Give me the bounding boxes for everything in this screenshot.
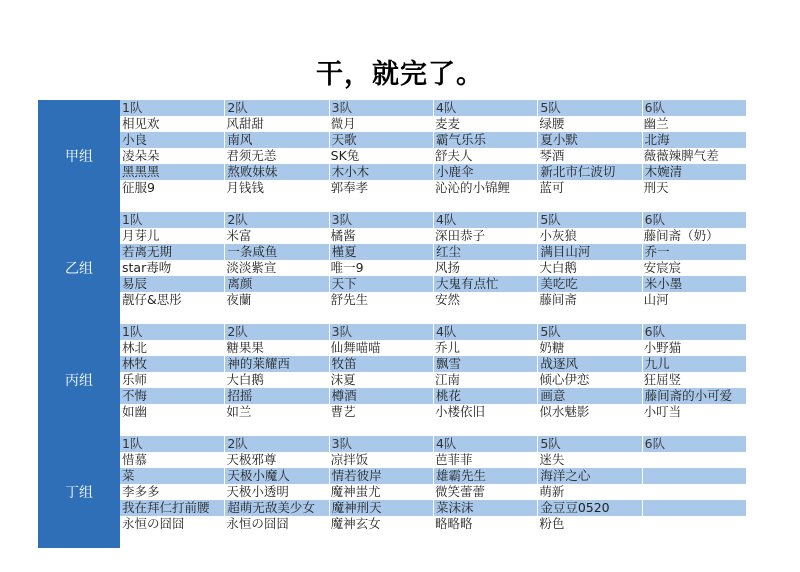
player-cell: 黑黑黑 — [120, 164, 224, 180]
group-table — [120, 436, 746, 548]
team-header: 6队 — [642, 324, 746, 340]
table-row — [120, 516, 746, 532]
player-cell: 美吃吃 — [537, 276, 641, 292]
player-cell: 木小木 — [329, 164, 433, 180]
player-cell: 曹艺 — [330, 404, 356, 419]
player-cell: 夜蘭 — [226, 292, 252, 307]
player-cell: 小鹿伞 — [433, 164, 537, 180]
player-cell: 粉色 — [539, 516, 565, 531]
player-cell: 芭菲菲 — [434, 452, 473, 467]
player-cell: 糖果果 — [226, 340, 264, 355]
player-cell: 舒先生 — [330, 292, 369, 307]
team-header: 5队 — [537, 436, 641, 452]
team-header: 4队 — [433, 324, 537, 340]
player-cell: 月钱钱 — [226, 180, 264, 195]
player-cell: 牧笛 — [329, 356, 433, 372]
player-cell: 君须无恙 — [226, 148, 277, 163]
player-cell: 迷失 — [539, 452, 565, 467]
player-cell: 超萌无敌美少女 — [224, 500, 328, 516]
player-cell: 小灰狼 — [539, 228, 577, 243]
player-cell: SK兔 — [330, 148, 360, 163]
player-cell: 沫夏 — [330, 372, 356, 387]
player-cell: 林牧 — [120, 356, 224, 372]
player-cell: 山河 — [643, 292, 669, 307]
player-cell: 幽兰 — [643, 116, 669, 131]
player-cell — [642, 468, 746, 484]
table-row — [120, 132, 746, 148]
group-label: 丁组 — [38, 436, 120, 548]
group-table — [120, 212, 746, 324]
player-cell: 唯一9 — [330, 260, 364, 275]
player-cell: 麦麦 — [434, 116, 460, 131]
player-cell: 沁沁的小锦鲤 — [434, 180, 510, 195]
team-header: 4队 — [433, 212, 537, 228]
player-cell: 神的莱耀西 — [224, 356, 328, 372]
team-header: 4队 — [433, 100, 537, 116]
player-cell: 月芽儿 — [122, 228, 160, 243]
player-cell: 蓝可 — [539, 180, 565, 195]
table-row — [120, 372, 746, 388]
player-cell: 天下 — [329, 276, 433, 292]
player-cell: 似水魅影 — [539, 404, 590, 419]
player-cell: 倾心伊恋 — [539, 372, 590, 387]
table-row — [120, 468, 746, 484]
player-cell: 红尘 — [433, 244, 537, 260]
player-cell: 淡淡紫宣 — [226, 260, 277, 275]
player-cell: 凌朵朵 — [122, 148, 160, 163]
player-cell: 风扬 — [434, 260, 460, 275]
player-cell: 风甜甜 — [226, 116, 264, 131]
player-cell: 小良 — [120, 132, 224, 148]
player-cell: 一条咸鱼 — [224, 244, 328, 260]
player-cell: 乐师 — [122, 372, 148, 387]
table-row — [120, 292, 746, 308]
table-row — [120, 164, 746, 180]
player-cell — [642, 500, 746, 516]
player-cell: 小叮当 — [643, 404, 682, 419]
player-cell: 乔一 — [642, 244, 746, 260]
player-cell: 安然 — [434, 292, 460, 307]
player-cell: 凉拌饭 — [330, 452, 369, 467]
table-row — [120, 500, 746, 516]
table-row — [120, 452, 746, 468]
player-cell: 木婉清 — [642, 164, 746, 180]
group-label: 甲组 — [38, 100, 120, 212]
player-cell: 大白鹅 — [226, 372, 264, 387]
player-cell: 金豆豆0520 — [537, 500, 641, 516]
player-cell: 永恒の囧囧 — [122, 516, 185, 531]
player-cell: 魔神蚩尤 — [330, 484, 381, 499]
table-row — [120, 180, 746, 196]
player-cell: 舒夫人 — [434, 148, 473, 163]
team-header: 5队 — [537, 324, 641, 340]
player-cell: 惜慕 — [122, 452, 148, 467]
player-cell: 靓仔&思彤 — [122, 292, 182, 307]
player-cell: 战逐风 — [537, 356, 641, 372]
player-cell: 米小墨 — [642, 276, 746, 292]
group-table — [120, 324, 746, 436]
player-cell: 李多多 — [122, 484, 160, 499]
page-title: 干，就完了。 — [316, 59, 484, 90]
table-row — [120, 356, 746, 372]
player-cell: 相见欢 — [122, 116, 160, 131]
player-cell: 北海 — [642, 132, 746, 148]
header-row — [120, 100, 746, 116]
player-cell: 熬败妹妹 — [224, 164, 328, 180]
table-row — [120, 116, 746, 132]
player-cell: 菜 — [120, 468, 224, 484]
player-cell: 离颜 — [224, 276, 328, 292]
table-row — [120, 484, 746, 500]
player-cell: 安宸宸 — [643, 260, 682, 275]
header-row — [120, 436, 746, 452]
player-cell: 新北市仁波切 — [537, 164, 641, 180]
table-row — [120, 340, 746, 356]
team-header: 5队 — [537, 212, 641, 228]
team-group — [38, 324, 746, 436]
player-cell: 小野猫 — [643, 340, 682, 355]
group-label: 乙组 — [38, 212, 120, 324]
player-cell: 魔神刑天 — [329, 500, 433, 516]
team-header: 3队 — [329, 436, 433, 452]
player-cell: 天歌 — [329, 132, 433, 148]
player-cell — [642, 484, 746, 500]
player-cell: 情若彼岸 — [329, 468, 433, 484]
player-cell: 如幽 — [122, 404, 148, 419]
team-header: 1队 — [120, 324, 224, 340]
player-cell: 琴酒 — [539, 148, 565, 163]
player-cell: 小楼依旧 — [434, 404, 485, 419]
player-cell: 若离无期 — [120, 244, 224, 260]
table-row — [120, 244, 746, 260]
player-cell: 萌新 — [539, 484, 565, 499]
player-cell: 乔儿 — [434, 340, 460, 355]
player-cell: 江南 — [434, 372, 460, 387]
table-row — [120, 228, 746, 244]
team-header: 4队 — [433, 436, 537, 452]
player-cell: 绿腰 — [539, 116, 565, 131]
player-cell: 雄霸先生 — [433, 468, 537, 484]
player-cell: 天极小透明 — [226, 484, 289, 499]
player-cell: 夏小默 — [537, 132, 641, 148]
table-row — [120, 260, 746, 276]
player-cell: 微月 — [330, 116, 356, 131]
team-group — [38, 100, 746, 212]
player-cell: 米富 — [226, 228, 252, 243]
team-header: 6队 — [642, 212, 746, 228]
team-group — [38, 212, 746, 324]
player-cell: 薇薇辣脾气差 — [643, 148, 719, 163]
player-cell: 奶糖 — [539, 340, 565, 355]
player-cell: 大鬼有点忙 — [433, 276, 537, 292]
player-cell: 大白鹅 — [539, 260, 577, 275]
player-cell: 霸气乐乐 — [433, 132, 537, 148]
player-cell: 藤间斋的小可爱 — [642, 388, 746, 404]
table-row — [120, 276, 746, 292]
team-header: 6队 — [642, 436, 746, 452]
team-header: 1队 — [120, 100, 224, 116]
table-row — [120, 148, 746, 164]
team-header: 3队 — [329, 100, 433, 116]
player-cell: 槿夏 — [329, 244, 433, 260]
player-cell: 樽酒 — [329, 388, 433, 404]
player-cell: 如兰 — [226, 404, 252, 419]
player-cell: 招摇 — [224, 388, 328, 404]
player-cell: 深田恭子 — [434, 228, 485, 243]
player-cell: 飘雪 — [433, 356, 537, 372]
team-header: 2队 — [224, 100, 328, 116]
header-row — [120, 324, 746, 340]
player-cell: 刑天 — [643, 180, 669, 195]
table-row — [120, 404, 746, 420]
player-cell: 画意 — [537, 388, 641, 404]
team-header: 2队 — [224, 212, 328, 228]
player-cell: 林北 — [122, 340, 148, 355]
player-cell: 我在拜仁打前腰 — [120, 500, 224, 516]
team-header: 1队 — [120, 212, 224, 228]
player-cell: 易辰 — [120, 276, 224, 292]
team-header: 6队 — [642, 100, 746, 116]
team-header: 3队 — [329, 212, 433, 228]
player-cell: 略略略 — [434, 516, 473, 531]
player-cell: 狂屈竖 — [643, 372, 682, 387]
team-header: 2队 — [224, 436, 328, 452]
player-cell: 南风 — [224, 132, 328, 148]
player-cell: 满目山河 — [537, 244, 641, 260]
header-row — [120, 212, 746, 228]
player-cell: 仙舞喵喵 — [330, 340, 381, 355]
player-cell: star毒吻 — [122, 260, 172, 275]
player-cell: 九儿 — [642, 356, 746, 372]
player-cell: 魔神玄女 — [330, 516, 381, 531]
player-cell: 桃花 — [433, 388, 537, 404]
player-cell: 天极小魔人 — [224, 468, 328, 484]
team-header: 2队 — [224, 324, 328, 340]
player-cell: 海洋之心 — [537, 468, 641, 484]
player-cell: 微笑蕾蕾 — [434, 484, 485, 499]
player-cell: 永恒の囧囧 — [226, 516, 289, 531]
player-cell: 橘酱 — [330, 228, 356, 243]
group-label: 丙组 — [38, 324, 120, 436]
player-cell: 不悔 — [120, 388, 224, 404]
player-cell — [642, 452, 746, 468]
player-cell: 藤间斋（奶） — [643, 228, 719, 243]
team-header: 3队 — [329, 324, 433, 340]
player-cell — [642, 516, 746, 532]
player-cell: 郭奉孝 — [330, 180, 369, 195]
player-cell: 征服9 — [122, 180, 155, 195]
player-cell: 菜沫沫 — [433, 500, 537, 516]
player-cell: 天极邪尊 — [226, 452, 277, 467]
group-table — [120, 100, 746, 212]
team-header: 1队 — [120, 436, 224, 452]
team-header: 5队 — [537, 100, 641, 116]
player-cell: 藤间斋 — [539, 292, 577, 307]
table-row — [120, 388, 746, 404]
team-group — [38, 436, 746, 548]
